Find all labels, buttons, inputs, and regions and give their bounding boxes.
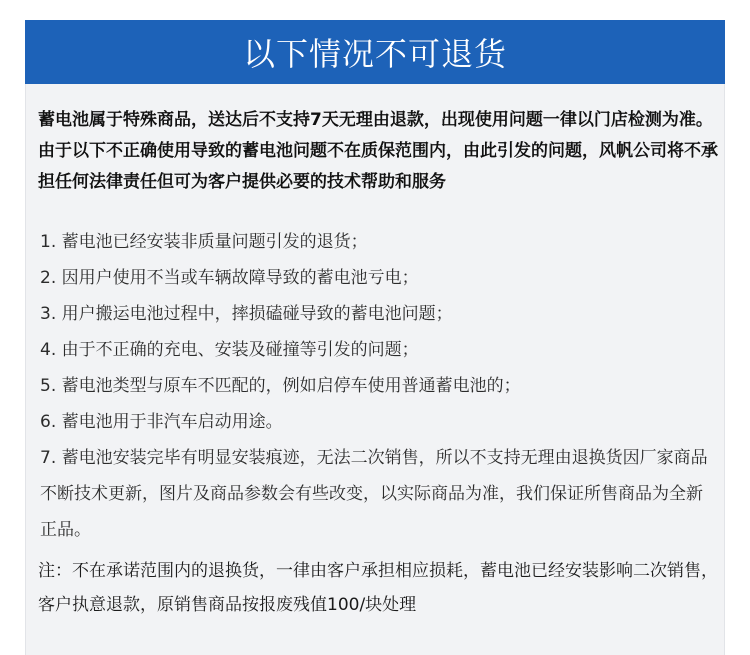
rule-item-1: 1. 蓄电池已经安装非质量问题引发的退货； xyxy=(40,232,368,252)
rule-item-3: 3. 用户搬运电池过程中，摔损磕碰导致的蓄电池问题； xyxy=(40,304,453,324)
rule-item-4: 4. 由于不正确的充电、安装及碰撞等引发的问题； xyxy=(40,340,419,360)
rules-list xyxy=(40,224,716,548)
rule-item-5: 5. 蓄电池类型与原车不匹配的，例如启停车使用普通蓄电池的； xyxy=(40,376,521,396)
title-banner xyxy=(25,20,725,84)
rule-item-7: 7. 蓄电池安装完毕有明显安装痕迹，无法二次销售，所以不支持无理由退换货因厂家商品不断技术更新，图片及商品参数会有些改变，以实际商品为准，我们保证所售商品为全新正品。 xyxy=(40,448,708,540)
intro-paragraph: 蓄电池属于特殊商品，送达后不支持7天无理由退款，出现使用问题一律以门店检测为准。由于以下不正确使用导致的蓄电池问题不在质保范围内，由此引发的问题，风帆公司将不承担任何法律责任但可为客户提供必要的技术帮助和服务 xyxy=(38,110,718,192)
rule-item-2: 2. 因用户使用不当或车辆故障导致的蓄电池亏电； xyxy=(40,268,419,288)
note-paragraph: 注：不在承诺范围内的退换货，一律由客户承担相应损耗，蓄电池已经安装影响二次销售，客户执意退款，原销售商品按报废残值100/块处理 xyxy=(38,561,718,615)
page-title: 以下情况不可退货 xyxy=(242,35,507,73)
content-panel xyxy=(25,84,725,655)
rule-item-6: 6. 蓄电池用于非汽车启动用途。 xyxy=(40,412,283,432)
